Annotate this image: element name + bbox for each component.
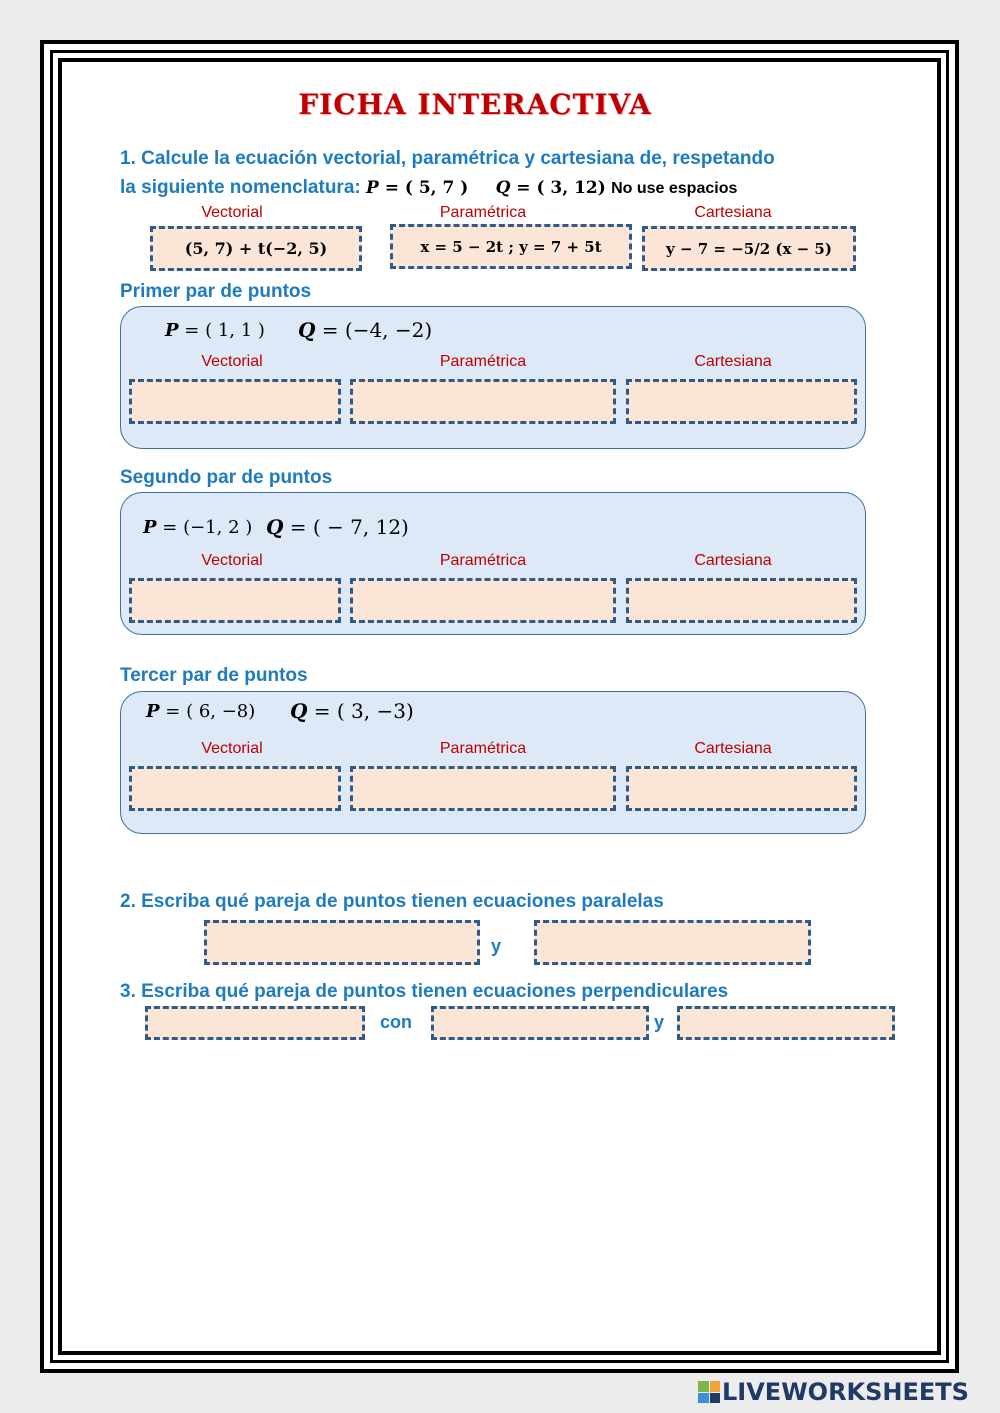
pair2-heading: Segundo par de puntos <box>120 467 333 488</box>
q1-instruction-line1: 1. Calcule la ecuación vectorial, paramétrica y cartesiana de, respetando <box>120 148 775 169</box>
q1-label-vectorial: Vectorial <box>201 204 263 221</box>
q3-connector-y: y <box>654 1012 665 1032</box>
q1-instruction-line2 <box>120 177 737 199</box>
pair1-heading: Primer par de puntos <box>120 281 312 302</box>
liveworksheets-logo-icon <box>698 1381 720 1403</box>
pair3-label-cartesiana: Cartesiana <box>694 740 772 757</box>
q2-connector-y: y <box>491 936 502 956</box>
pair3-point-q: Q = ( 3, −3) <box>290 699 414 723</box>
q2-instruction: 2. Escriba qué pareja de puntos tienen ecuaciones paralelas <box>120 891 664 912</box>
pair3-cartesiana-input[interactable] <box>626 766 857 811</box>
pair2-label-parametrica: Paramétrica <box>439 552 527 569</box>
pair2-cartesiana-input[interactable] <box>626 578 857 623</box>
pair2-point-p: P = (−1, 2 ) <box>143 517 253 538</box>
pair1-point-q: Q = (−4, −2) <box>298 318 433 342</box>
q1-note: No use espacios <box>611 180 738 197</box>
pair1-label-cartesiana: Cartesiana <box>694 353 772 370</box>
q3-perpendicular-input-3[interactable] <box>677 1006 895 1040</box>
q3-perpendicular-input-1[interactable] <box>145 1006 365 1040</box>
q2-parallel-pair-input-1[interactable] <box>204 920 480 965</box>
pair2-point-q: Q = ( − 7, 12) <box>266 515 409 539</box>
pair3-label-parametrica: Paramétrica <box>439 740 527 757</box>
q1-point-p: P = ( 5, 7 ) <box>366 178 469 198</box>
q3-perpendicular-input-2[interactable] <box>431 1006 649 1040</box>
pair3-label-vectorial: Vectorial <box>201 740 263 757</box>
q3-instruction: 3. Escriba qué pareja de puntos tienen ecuaciones perpendiculares <box>120 981 729 1002</box>
liveworksheets-logo <box>698 1378 969 1406</box>
q3-connector-con: con <box>380 1012 413 1032</box>
pair2-parametrica-input[interactable] <box>350 578 616 623</box>
pair2-vectorial-input[interactable] <box>129 578 341 623</box>
pair1-label-parametrica: Paramétrica <box>439 353 527 370</box>
q1-label-parametrica: Paramétrica <box>439 204 527 221</box>
pair1-label-vectorial: Vectorial <box>201 353 263 370</box>
pair1-cartesiana-input[interactable] <box>626 379 857 424</box>
pair1-point-p: P = ( 1, 1 ) <box>165 320 265 341</box>
q1-label-cartesiana: Cartesiana <box>694 204 772 221</box>
pair1-parametrica-input[interactable] <box>350 379 616 424</box>
pair3-parametrica-input[interactable] <box>350 766 616 811</box>
example-parametrica-field: x = 5 − 2t ; y = 7 + 5t <box>390 224 632 269</box>
pair2-label-cartesiana: Cartesiana <box>694 552 772 569</box>
pair2-label-vectorial: Vectorial <box>201 552 263 569</box>
pair1-vectorial-input[interactable] <box>129 379 341 424</box>
q1-instruction-prefix: la siguiente nomenclatura: <box>120 177 366 198</box>
page-title: FICHA INTERACTIVA <box>298 88 652 121</box>
q2-parallel-pair-input-2[interactable] <box>534 920 811 965</box>
pair3-heading: Tercer par de puntos <box>120 665 308 686</box>
q1-point-q: Q = ( 3, 12) <box>495 178 606 198</box>
pair3-vectorial-input[interactable] <box>129 766 341 811</box>
liveworksheets-brand: LIVEWORKSHEETS <box>722 1378 969 1406</box>
example-vectorial-field: (5, 7) + t(−2, 5) <box>150 226 362 271</box>
pair3-point-p: P = ( 6, −8) <box>146 701 256 722</box>
example-cartesiana-field: y − 7 = −5/2 (x − 5) <box>642 226 856 271</box>
